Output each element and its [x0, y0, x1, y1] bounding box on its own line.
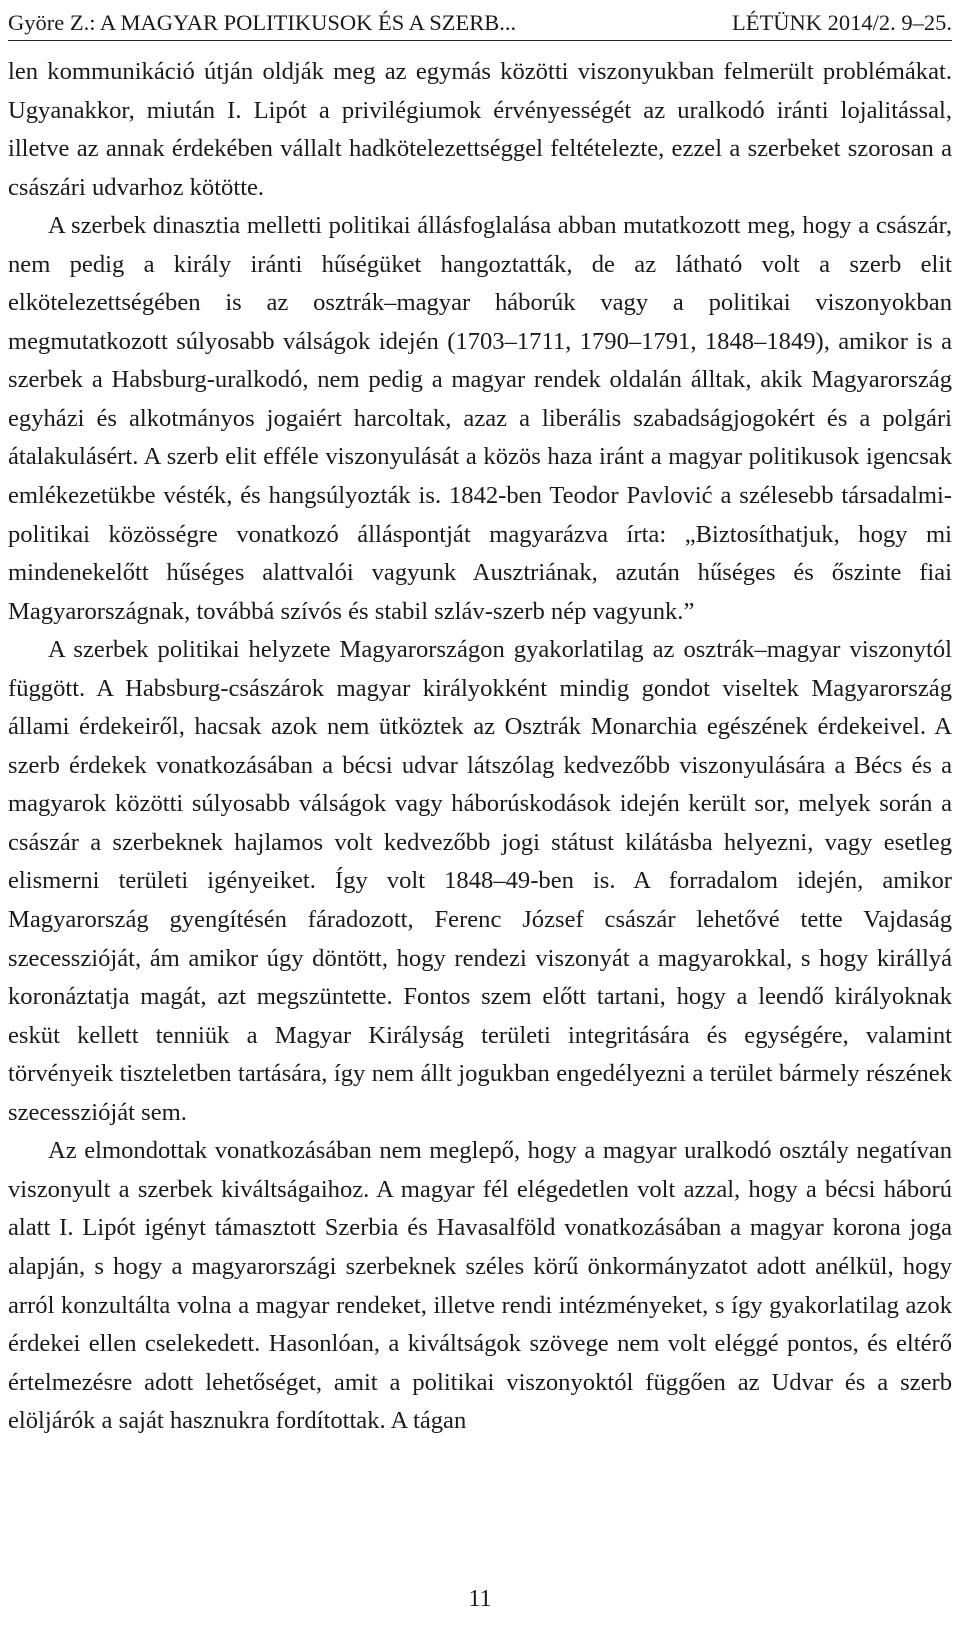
paragraph: len kommunikáció útján oldják meg az egymás közötti viszonyukban felmerült problémákat. Ugyanakkor, miután I. Lipót a privilégiumok érvényességét az uralkodó iránti lojalitással, illetve az annak érdekében vállalt hadkötelezettséggel feltételezte, ezzel a szerbeket szorosan a császári udvarhoz kötötte.	[8, 58, 952, 201]
paragraph: A szerbek dinasztia melletti politikai állásfoglalása abban mutatkozott meg, hogy a császár, nem pedig a király iránti hűségüket hangoztatták, de az látható volt a szerb elit elkötelezettségében is az osztrák–magyar háborúk vagy a politikai viszonyokban megmutatkozott súlyosabb válságok idején (1703–1711, 1790–1791, 1848–1849), amikor is a szerbek a Habsburg-uralkodó, nem pedig a magyar rendek oldalán álltak, akik Magyarország egyházi és alkotmányos jogaiért harcoltak, azaz a liberális szabadságjogokért és a polgári átalakulásért. A szerb elit efféle viszonyulását a közös haza iránt a magyar politikusok igencsak emlékezetükbe vésték, és hangsúlyozták is. 1842-ben Teodor Pavlović a szélesebb társadalmi-politikai közösségre vonatkozó álláspontját magyarázva írta: „Biztosíthatjuk, hogy mi mindenekelőtt hűséges alattvalói vagyunk Ausztriának, azután hűséges és őszinte fiai Magyarországnak, továbbá szívós és stabil szláv-szerb nép vagyunk.”	[8, 212, 952, 625]
header-journal-reference: LÉTÜNK 2014/2. 9–25.	[732, 10, 952, 35]
paragraph: A szerbek politikai helyzete Magyarországon gyakorlatilag az osztrák–magyar viszonytól függött. A Habsburg-császárok magyar királyokként mindig gondot viseltek Magyarország állami érdekeiről, hacsak azok nem ütköztek az Osztrák Monarchia egészének érdekeivel. A szerb érdekek vonatkozásában a bécsi udvar látszólag kedvezőbb viszonyulására a Bécs és a magyarok közötti súlyosabb válságok vagy háborúskodások idején került sor, melyek során a császár a szerbeknek hajlamos volt kedvezőbb jogi státust kilátásba helyezni, vagy esetleg elismerni területi igényeiket. Így volt 1848–49-ben is. A forradalom idején, amikor Magyarország gyengítésén fáradozott, Ferenc József császár lehetővé tette Vajdaság szecesszióját, ám amikor úgy döntött, hogy rendezi viszonyát a magyarokkal, s hogy királlyá koronáztatja magát, azt megszüntette. Fontos szem előtt tartani, hogy a leendő királyoknak esküt kellett tenniük a Magyar Királyság területi integritására és egységére, valamint törvényeik tiszteletben tartására, így nem állt jogukban engedélyezni a terület bármely részének szecesszióját sem.	[8, 636, 952, 1126]
running-header	[8, 4, 952, 41]
body-text	[8, 53, 952, 1441]
paragraph: Az elmondottak vonatkozásában nem meglepő, hogy a magyar uralkodó osztály negatívan viszonyult a szerbek kiváltságaihoz. A magyar fél elégedetlen volt azzal, hogy a bécsi háború alatt I. Lipót igényt támasztott Szerbia és Havasalföld vonatkozásában a magyar korona joga alapján, s hogy a magyarországi szerbeknek széles körű önkormányzatot adott anélkül, hogy arról konzultálta volna a magyar rendeket, illetve rendi intézményeket, s így gyakorlatilag azok érdekei ellen cselekedett. Hasonlóan, a kiváltságok szövege nem volt eléggé pontos, és eltérő értelmezésre adott lehetőséget, amit a politikai viszonyoktól függően az Udvar és a szerb elöljárók a saját hasznukra fordítottak. A tágan	[8, 1137, 952, 1435]
page-number: 11	[468, 1586, 492, 1612]
header-article-title: Györe Z.: A MAGYAR POLITIKUSOK ÉS A SZERB...	[8, 10, 517, 35]
